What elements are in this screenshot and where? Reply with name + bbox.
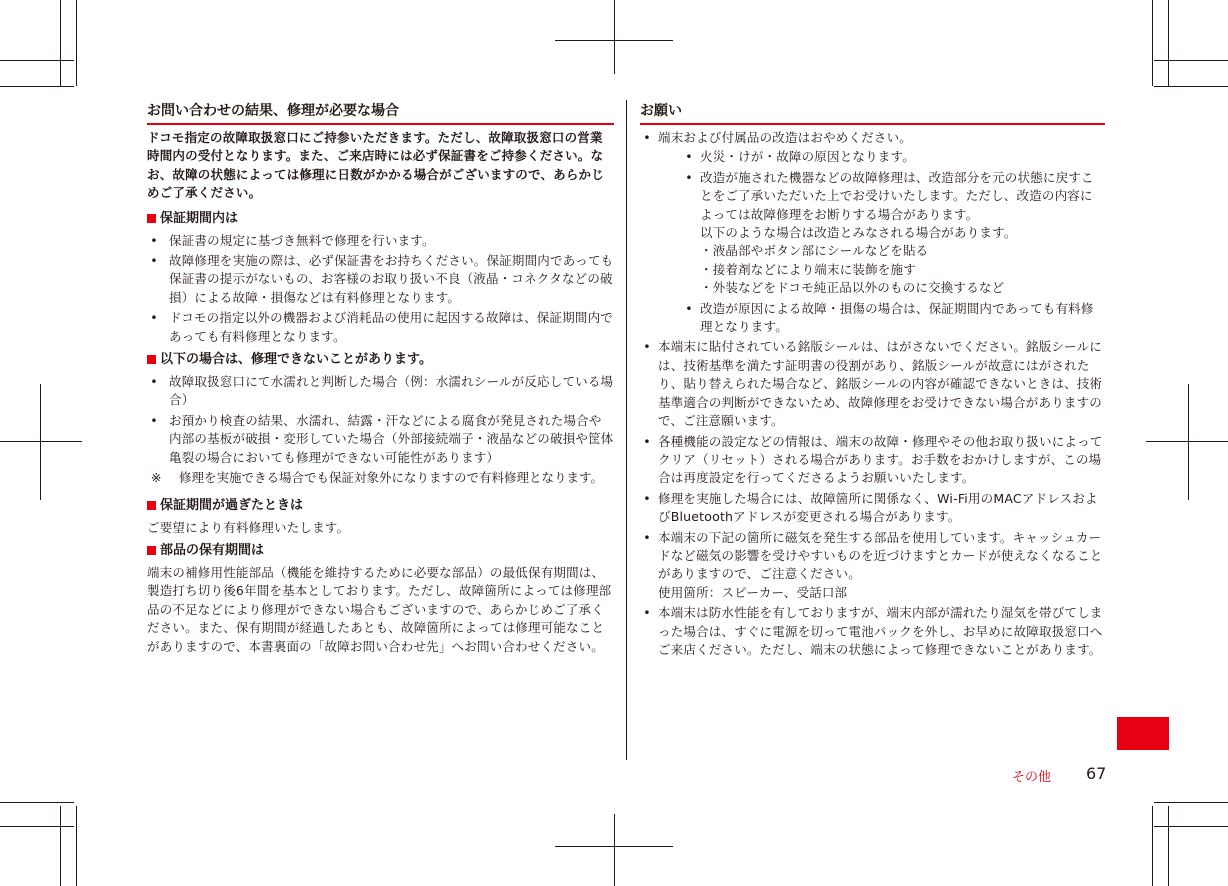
list-item: • 端末および付属品の改造はおやめください。 • 火災・けが・故障の原因となります。 • 改造が施された機器などの故障修理は、改造部分を元の状態に戻すことをご了承いただいた上でお受けいたします。ただし、改造の内容によっては故障修理をお断りする場合があります。 以下のような場合は改造とみなされる場合があります。 ・液晶部やボタン部にシールなどを貼る ・接着剤などにより端末に装飾を施す ・外装などをドコモ純正品以外のものに交換するなど • 改造が原因による故障・損傷の場合は、保証期間内であっても有料修理となります。 bbox=[640, 129, 1105, 336]
section-rule bbox=[147, 123, 614, 125]
list-item: • 保証書の規定に基づき無料で修理を行います。 bbox=[147, 232, 614, 250]
crop-mark bbox=[60, 806, 61, 886]
left-column bbox=[147, 101, 614, 660]
crop-mark bbox=[0, 441, 82, 442]
note-mark: ※ bbox=[151, 470, 162, 486]
crop-mark bbox=[1152, 806, 1153, 886]
column-divider bbox=[626, 100, 627, 760]
bullet-dot-icon: • bbox=[685, 149, 693, 165]
crop-mark bbox=[0, 826, 74, 827]
list-item: • 故障取扱窓口にて水濡れと判断した場合（例：水濡れシールが反応している場合） bbox=[147, 373, 614, 410]
footer-section-label: その他 bbox=[1012, 770, 1052, 785]
cannot-repair-list bbox=[147, 373, 614, 467]
bullet-dot-icon: • bbox=[643, 339, 651, 355]
bullet-dot-icon: • bbox=[643, 605, 651, 621]
crop-mark bbox=[1188, 384, 1189, 500]
subhead-warranty-in bbox=[147, 209, 614, 228]
list-item: • 本端末の下記の箇所に磁気を発生する部品を使用しています。キャッシュカードなど磁気の影響を受けやすいものを近づけますとカードが使えなくなることがありますので、ご注意ください。 使用箇所：スピーカー、受話口部 bbox=[640, 529, 1105, 603]
list-item: • お預かり検査の結果、水濡れ、結露・汗などによる腐食が発見された場合や内部の基板が破損・変形していた場合（外部接続端子・液晶などの破損や筐体亀裂の場合においても修理ができない可能性があります） bbox=[147, 412, 614, 467]
crop-mark bbox=[1154, 86, 1228, 87]
crop-mark bbox=[40, 384, 41, 500]
bullet-dot-icon: • bbox=[685, 300, 693, 316]
subhead-parts bbox=[147, 541, 614, 560]
warranty-over-text: ご要望により有料修理いたします。 bbox=[147, 519, 350, 535]
sub-list-extra-line: ・接着剤などにより端末に装飾を施す bbox=[700, 261, 916, 277]
crop-mark bbox=[614, 814, 615, 886]
crop-mark bbox=[1154, 826, 1228, 827]
bullet-dot-icon: • bbox=[643, 490, 651, 506]
bullet-dot-icon: • bbox=[150, 374, 158, 390]
parts-text: 端末の補修用性能部品（機能を維持するために必要な部品）の最低保有期間は、製造打ち切り後6年間を基本としております。ただし、故障箇所によっては修理部品の不足などにより修理ができない場合もございますので、あらかじめご了承ください。また、保有期間が経過したあとも、故障箇所によっては修理可能なことがありますので、本書裏面の「故障お問い合わせ先」へお問い合わせください。 bbox=[147, 564, 612, 654]
crop-mark bbox=[1152, 0, 1153, 86]
crop-mark bbox=[0, 86, 74, 87]
bullet-dot-icon: • bbox=[685, 169, 693, 185]
bullet-dot-icon: • bbox=[643, 433, 651, 449]
crop-mark bbox=[60, 0, 61, 86]
section-index-tab bbox=[1117, 717, 1169, 750]
list-item: • 本端末に貼付されている銘版シールは、はがさないでください。銘版シールには、技術基準を満たす証明書の役割があり、銘版シールが故意にはがされたり、貼り替えられた場合など、銘版シールの内容が確認できないときは、技術基準適合の判断ができないため、故障修理をお受けできない場合がありますので、ご注意願います。 bbox=[640, 338, 1105, 430]
bullet-dot-icon: • bbox=[150, 253, 158, 269]
square-bullet-icon bbox=[147, 501, 156, 510]
crop-mark bbox=[0, 802, 74, 803]
bullet-dot-icon: • bbox=[643, 130, 651, 145]
list-item: • 本端末は防水性能を有しておりますが、端末内部が濡れたり湿気を帯びてしまった場合は、すぐに電源を切って電池パックを外し、お早めに故障取扱窓口へご来店ください。ただし、端末の状態によって修理できないことがあります。 bbox=[640, 604, 1105, 659]
sub-list-item: • 改造が施された機器などの故障修理は、改造部分を元の状態に戻すことをご了承いただいた上でお受けいたします。ただし、改造の内容によっては故障修理をお断りする場合があります。 以下のような場合は改造とみなされる場合があります。 ・液晶部やボタン部にシールなどを貼る ・接着剤などにより端末に装飾を施す ・外装などをドコモ純正品以外のものに交換するなど bbox=[658, 169, 1105, 298]
bullet-dot-icon: • bbox=[150, 232, 158, 248]
warranty-in-list bbox=[147, 232, 614, 346]
section-rule bbox=[640, 123, 1105, 125]
crop-mark bbox=[76, 806, 77, 886]
square-bullet-icon bbox=[147, 355, 156, 364]
subhead-label: 保証期間が過ぎたときは bbox=[160, 497, 304, 513]
note bbox=[147, 469, 614, 487]
sub-list-extra-line: 以下のような場合は改造とみなされる場合があります。 bbox=[700, 225, 1017, 241]
list-item: • ドコモの指定以外の機器および消耗品の使用に起因する故障は、保証期間内であっても有料修理となります。 bbox=[147, 309, 614, 346]
sub-list bbox=[658, 148, 1105, 336]
crop-mark bbox=[1168, 806, 1169, 886]
right-column bbox=[640, 101, 1105, 661]
square-bullet-icon bbox=[147, 214, 156, 223]
sub-list-extra-line: ・外装などをドコモ純正品以外のものに交換するなど bbox=[700, 280, 1005, 296]
bullet-dot-icon: • bbox=[643, 529, 651, 545]
list-item: • 各種機能の設定などの情報は、端末の故障・修理やその他お取り扱いによってクリア（リセット）される場合があります。お手数をおかけしますが、この場合は再度設定を行ってくださるようお願いいたします。 bbox=[640, 433, 1105, 488]
square-bullet-icon bbox=[147, 546, 156, 555]
crop-mark bbox=[1154, 802, 1228, 803]
list-item: • 修理を実施した場合には、故障箇所に関係なく、Wi-Fi用のMACアドレスおよびBluetoothアドレスが変更される場合があります。 bbox=[640, 490, 1105, 527]
sub-list-extra-line: ・液晶部やボタン部にシールなどを貼る bbox=[700, 243, 929, 259]
repair-lead-text: ドコモ指定の故障取扱窓口にご持参いただきます。ただし、故障取扱窓口の営業時間内の受付となります。また、ご来店時には必ず保証書をご持参ください。なお、故障の状態によっては修理に日数がかかる場合がございますので、あらかじめご了承ください。 bbox=[147, 130, 604, 201]
sub-list-item: • 改造が原因による故障・損傷の場合は、保証期間内であっても有料修理となります。 bbox=[658, 300, 1105, 337]
subhead-cannot-repair bbox=[147, 350, 614, 369]
crop-mark bbox=[76, 0, 77, 86]
sub-list-item: • 火災・けが・故障の原因となります。 bbox=[658, 148, 1105, 166]
subhead-label: 保証期間内は bbox=[160, 210, 239, 226]
list-item: • 故障修理を実施の際は、必ず保証書をお持ちください。保証期間内であっても保証書の提示がないもの、お客様のお取り扱い不良（液晶・コネクタなどの破損）による故障・損傷などは有料修理となります。 bbox=[147, 252, 614, 307]
section-title-request: お願い bbox=[640, 103, 682, 119]
subhead-label: 部品の保有期間は bbox=[160, 542, 265, 558]
crop-mark bbox=[0, 60, 74, 61]
crop-mark bbox=[614, 0, 615, 74]
crop-mark bbox=[1146, 441, 1228, 442]
section-title-repair: お問い合わせの結果、修理が必要な場合 bbox=[147, 103, 399, 119]
note-text: 修理を実施できる場合でも保証対象外になりますので有料修理となります。 bbox=[179, 470, 604, 486]
subhead-label: 以下の場合は、修理できないことがあります。 bbox=[160, 352, 432, 368]
bullet-dot-icon: • bbox=[150, 412, 158, 428]
bullet-dot-icon: • bbox=[150, 310, 158, 326]
page-number: 67 bbox=[1086, 764, 1107, 783]
subhead-warranty-over bbox=[147, 496, 614, 515]
request-list bbox=[640, 129, 1105, 659]
list-item-extra-line: 使用箇所：スピーカー、受話口部 bbox=[658, 584, 848, 600]
crop-mark bbox=[1168, 0, 1169, 86]
crop-mark bbox=[1154, 60, 1228, 61]
